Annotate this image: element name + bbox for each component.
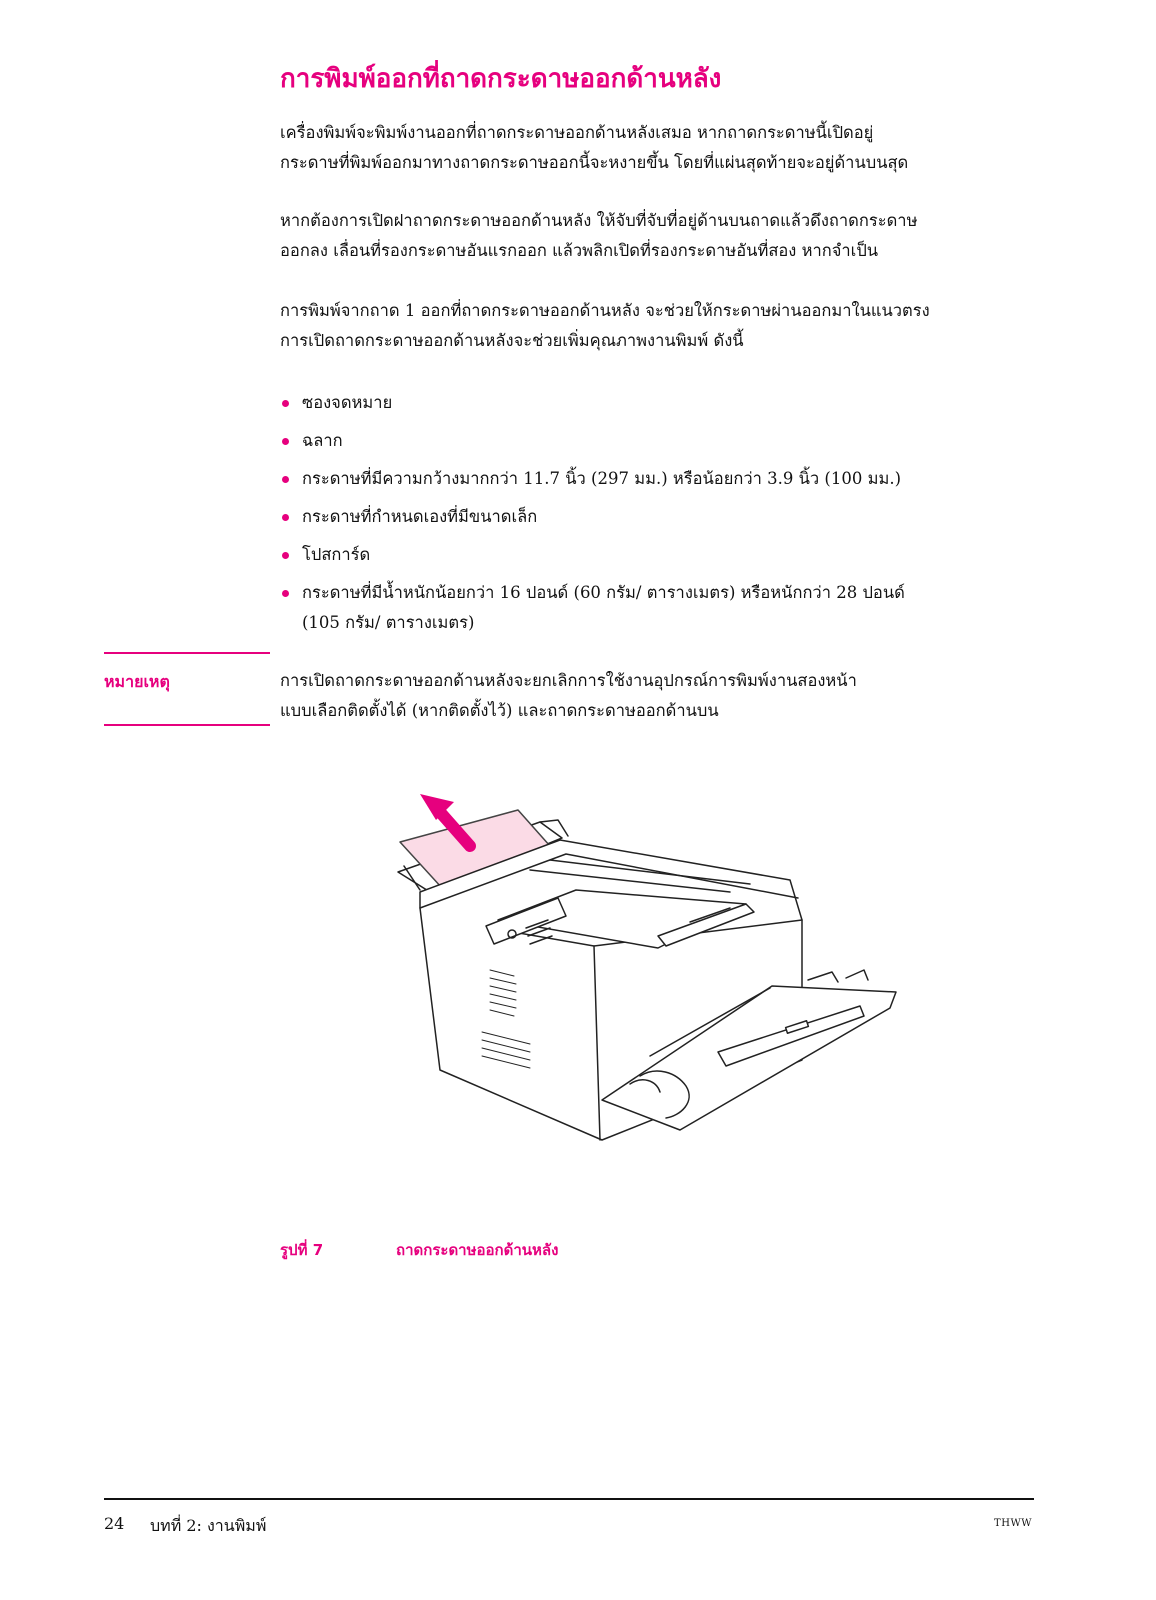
paragraph-line: กระดาษที่พิมพ์ออกมาทางถาดกระดาษออกนี้จะหงายขึ้น โดยที่แผ่นสุดท้ายจะอยู่ด้านบนสุด: [280, 153, 909, 172]
bullet-icon: [282, 476, 289, 483]
note-line: แบบเลือกติดตั้งได้ (หากติดตั้งไว้) และถาดกระดาษออกด้านบน: [280, 701, 719, 720]
footer-rule: [104, 1498, 1034, 1500]
list-item-text: ซองจดหมาย: [302, 393, 393, 412]
note-line: การเปิดถาดกระดาษออกด้านหลังจะยกเลิกการใช้งานอุปกรณ์การพิมพ์งานสองหน้า: [280, 671, 857, 690]
list-item: [280, 388, 1040, 418]
paragraph-line: ออกลง เลื่อนที่รองกระดาษอันแรกออก แล้วพลิกเปิดที่รองกระดาษอันที่สอง หากจำเป็น: [280, 241, 879, 260]
list-item-text: กระดาษที่มีความกว้างมากกว่า 11.7 นิ้ว (297 มม.) หรือน้อยกว่า 3.9 นิ้ว (100 มม.): [302, 469, 902, 488]
list-item: [280, 464, 1040, 494]
list-item-text: (105 กรัม/ ตารางเมตร): [302, 613, 475, 632]
list-item-text: โปสการ์ด: [302, 545, 371, 564]
note-text: [280, 666, 1040, 726]
list-item: [280, 540, 1040, 570]
chapter-title: บทที่ 2: งานพิมพ์: [150, 1516, 267, 1535]
list-item-text: ฉลาก: [302, 431, 343, 450]
paragraph-line: หากต้องการเปิดฝาถาดกระดาษออกด้านหลัง ให้จับที่จับที่อยู่ด้านบนถาดแล้วดึงถาดกระดาษ: [280, 211, 918, 230]
language-code: THWW: [994, 1518, 1032, 1529]
page-number: 24: [104, 1514, 125, 1533]
figure-caption: ถาดกระดาษออกด้านหลัง: [396, 1241, 559, 1259]
note-top-rule: [104, 652, 270, 654]
list-item: [280, 502, 1040, 532]
list-item: [280, 426, 1040, 456]
paragraph-line: การพิมพ์จากถาด 1 ออกที่ถาดกระดาษออกด้านหลัง จะช่วยให้กระดาษผ่านออกมาในแนวตรง: [280, 301, 930, 320]
paragraph-line: เครื่องพิมพ์จะพิมพ์งานออกที่ถาดกระดาษออกด้านหลังเสมอ หากถาดกระดาษนี้เปิดอยู่: [280, 123, 874, 142]
bullet-icon: [282, 438, 289, 445]
paragraph-1: [280, 118, 1040, 178]
note-bottom-rule: [104, 724, 270, 726]
figure-number: รูปที่ 7: [280, 1241, 324, 1259]
bullet-icon: [282, 590, 289, 597]
note-label: หมายเหตุ: [104, 672, 170, 691]
bullet-icon: [282, 514, 289, 521]
paragraph-2: [280, 206, 1040, 266]
list-item: [280, 578, 1040, 638]
list-item-text: กระดาษที่มีน้ำหนักน้อยกว่า 16 ปอนด์ (60 กรัม/ ตารางเมตร) หรือหนักกว่า 28 ปอนด์: [302, 583, 905, 602]
bullet-icon: [282, 400, 289, 407]
section-heading: การพิมพ์ออกที่ถาดกระดาษออกด้านหลัง: [280, 64, 722, 94]
list-item-text: กระดาษที่กำหนดเองที่มีขนาดเล็ก: [302, 507, 538, 526]
paragraph-line: การเปิดถาดกระดาษออกด้านหลังจะช่วยเพิ่มคุณภาพงานพิมพ์ ดังนี้: [280, 331, 744, 350]
media-type-list: [280, 388, 1040, 646]
bullet-icon: [282, 552, 289, 559]
paragraph-3: [280, 296, 1040, 356]
printer-illustration: [390, 780, 920, 1180]
